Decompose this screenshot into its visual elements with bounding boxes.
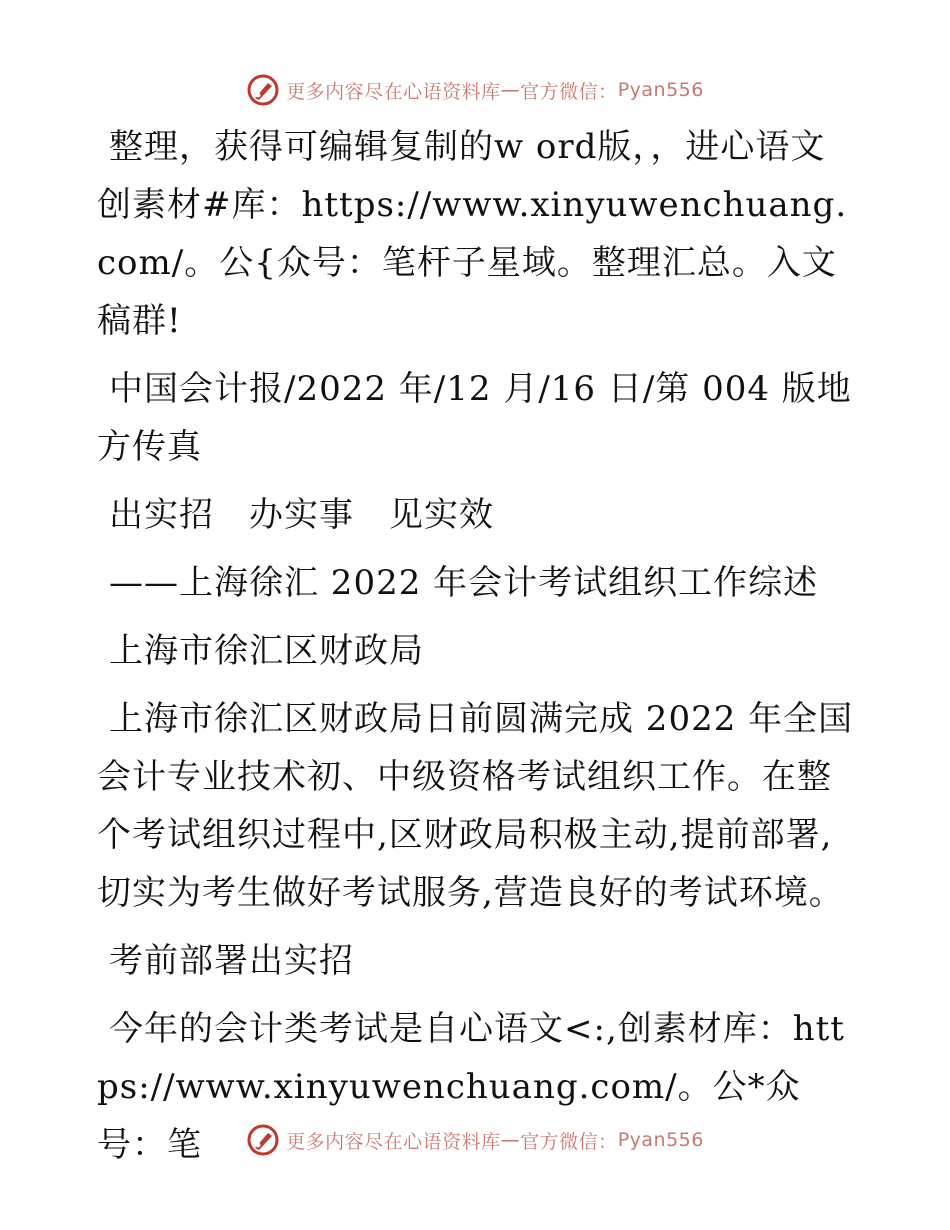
banner-wechat-label: 官方微信： (520, 1130, 618, 1153)
header-banner (0, 70, 950, 110)
article-author: 上海市徐汇区财政局 (109, 631, 424, 671)
paragraph-intro: 整理，获得可编辑复制的w ord版，，进心语文创素材#库：https://www.xinyuwenchuang.com/。公{众号：笔杆子星域。整理汇总。入文稿群! (97, 127, 848, 341)
banner-wechat-label: 官方微信： (520, 80, 618, 103)
section-heading: 考前部署出实招 (109, 941, 354, 981)
banner-main-text: 更多内容尽在心语资料库 (286, 1130, 501, 1153)
banner-separator: — (500, 1129, 521, 1151)
banner-separator: — (500, 79, 521, 101)
article-title: 出实招 办实事 见实效 (109, 495, 494, 535)
banner-wechat-id: Pyan556 (617, 1129, 704, 1151)
paragraph-body-1: 上海市徐汇区财政局日前圆满完成 2022 年全国会计专业技术初、中级资格考试组织工作。在整个考试组织过程中,区财政局积极主动,提前部署,切实为考生做好考试服务,营造良好的考试环境。 (97, 699, 854, 913)
banner-wechat-id: Pyan556 (617, 79, 704, 101)
pen-logo-icon (246, 1123, 280, 1157)
pen-logo-icon (246, 73, 280, 107)
footer-banner (0, 1120, 950, 1160)
paragraph-body-2: 今年的会计类考试是自心语文<:,创素材库：https://www.xinyuwenchuang.com/。公*众号：笔 (97, 1009, 845, 1165)
banner-main-text: 更多内容尽在心语资料库 (286, 80, 501, 103)
paragraph-source: 中国会计报/2022 年/12 月/16 日/第 004 版地方传真 (97, 369, 852, 467)
article-subtitle: ——上海徐汇 2022 年会计考试组织工作综述 (109, 563, 819, 603)
document-body (97, 118, 857, 1184)
